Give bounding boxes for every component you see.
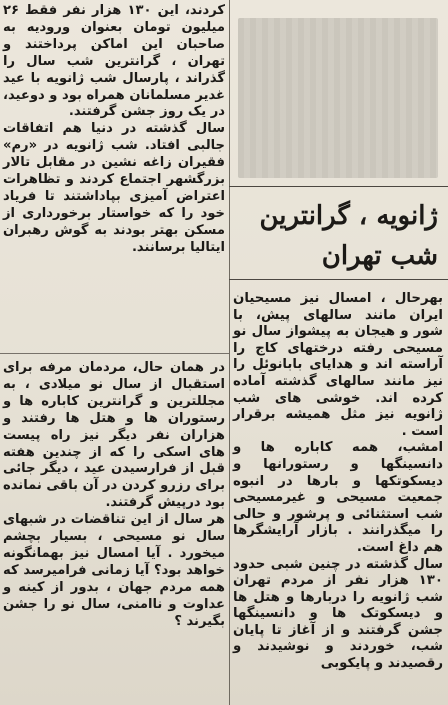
paragraph: کردند، این ۱۳۰ هزار نفر فقط ۲۶ میلیون تومان بعنوان ورودیه به صاحبان این اماکن پرداختند و تهران ، گرانترین شب سال را گذراند ، پارسال شب ژانویه با عید غدیر مسلمانان همراه بود و دوعید، در یک روز جشن گرفتند. [3,3,225,120]
article-column-left-bottom [3,360,225,631]
headline-line-1: ژانویه ، گرانترین [259,201,438,231]
paragraph: هر سال از این تناقضات در شبهای سال نو مسیحی ، بسیار بچشم میخورد . آیا امسال نیز بهمانگونه خواهد بود؟ آیا زمانی فرامیرسد که همه مردم جهان ، بدور از کینه و عداوت و ناامنی، سال نو را جشن بگیرند ؟ [3,512,225,629]
paragraph: سال گذشته در دنیا هم اتفاقات جالبی افتاد. شب ژانویه در «رم» فقیران زاغه نشین در مقابل تالار بزرگشهر اجتماع کردند و تظاهرات اعتراض آمیزی بپاداشتند تا فریاد خود را که خواستار برخورداری از مسکن بهتر بودند به گوش رهبران ایتالیا برسانند. [3,121,225,255]
article-column-left-top [3,3,225,257]
paragraph: امشب، همه کاباره ها و دانسینگها و رستورانها و دیسکوتکها و بارها در انبوه جمعیت مسیحی و غیرمسیحی شب استثنائی و پرشور و حالی را میگذرانند . بازار آرایشگرها هم داغ است. [233,440,443,555]
headline-line-2: شب تهران [321,241,438,271]
headline-rule-bottom [229,279,448,280]
headline [233,196,438,276]
paragraph: در همان حال، مردمان مرفه برای استقبال از سال نو میلادی ، به مجللترین و گرانترین کاباره ها و رستوران ها و هتل ها رفتند و هزاران نفر دیگر نیز راه پیست های اسکی را که از چندین هفته قبل از فرارسیدن عید ، دیگر جائی برای رزرو کردن در آن باقی نمانده بود درپیش گرفتند. [3,360,225,511]
paragraph: سال گذشته در چنین شبی حدود ۱۳۰ هزار نفر از مردم تهران شب ژانویه را دربارها و هتل ها و دیسکوتک ها و دانسینگها جشن گرفتند و از آغاز تا پایان شب، خوردند و نوشیدند و رقصیدند و پایکوبی [233,556,443,672]
article-column-right [233,291,443,673]
column-divider [229,0,230,705]
paragraph: بهرحال ، امسال نیز مسیحیان ایران مانند سالهای پیش، با شور و هیجان به پیشواز سال نو مسیحی رفته درختهای کاج را آراسته اند و هدایای بابانوئل را نیز مانند سالهای گذشته آماده کرده اند. خوشی های شب ژانویه نیز مثل همیشه برقرار است . [233,291,443,439]
faded-image-area [238,18,438,178]
horizontal-divider [0,353,229,354]
headline-rule-top [229,186,448,187]
